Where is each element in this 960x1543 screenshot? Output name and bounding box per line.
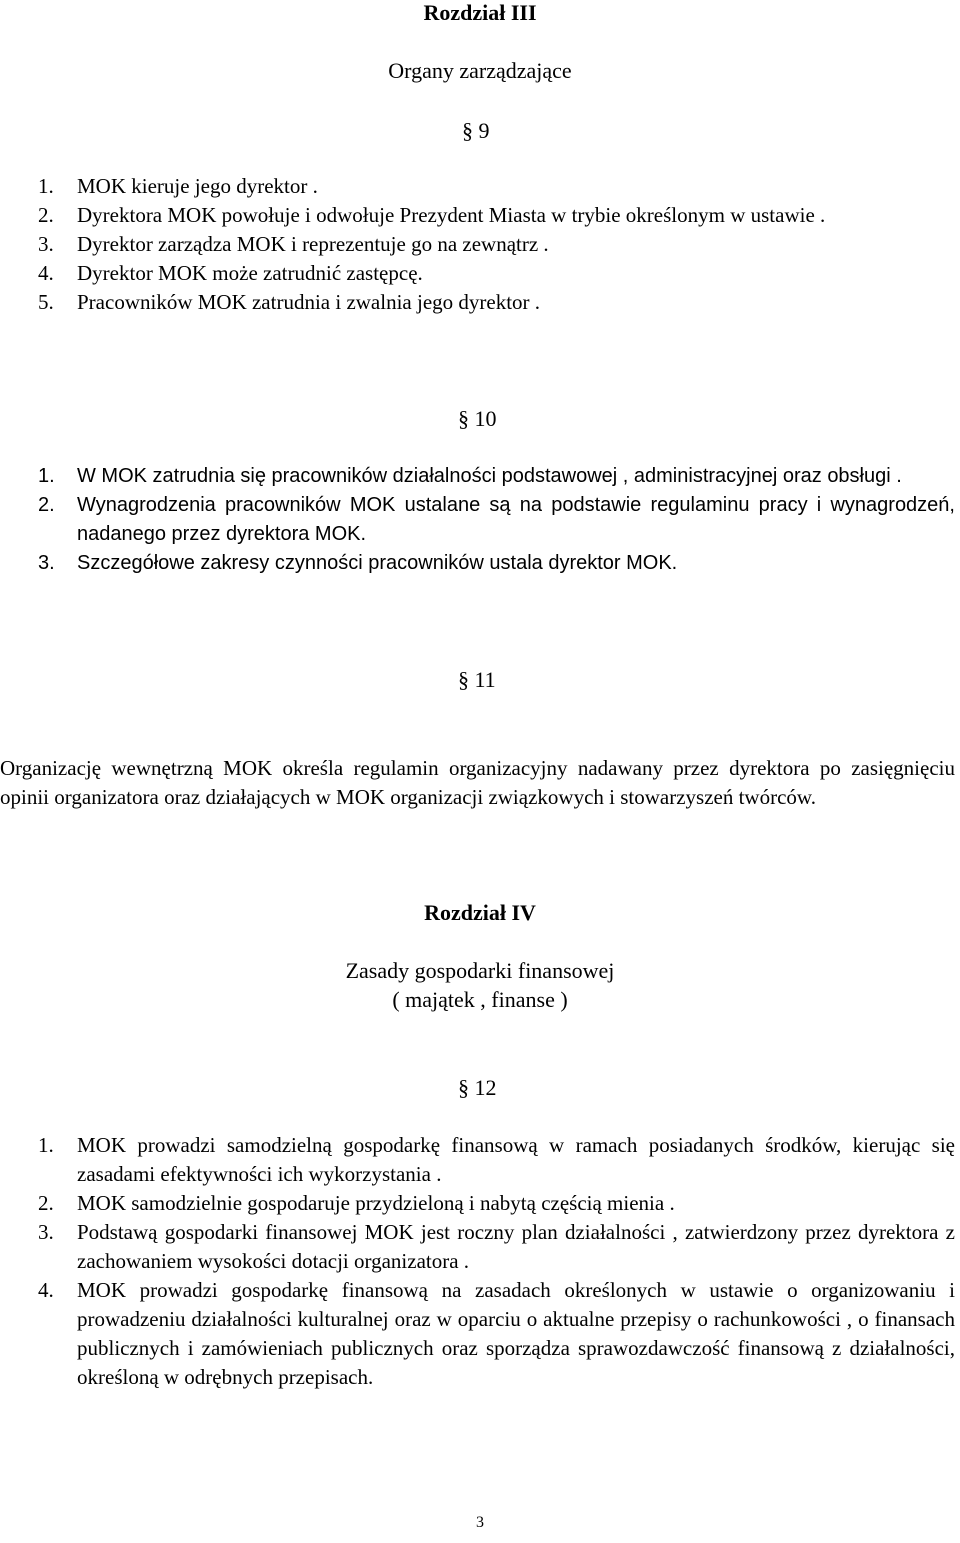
item-number: 3. bbox=[38, 232, 54, 256]
list-item bbox=[38, 259, 955, 288]
item-number: 4. bbox=[38, 1278, 54, 1302]
item-text: MOK prowadzi gospodarkę finansową na zasadach określonych w ustawie o organizowaniu i prowadzeniu działalności kulturalnej oraz w oparciu o aktualne przepisy o rachunkowości , o finansach publicznych i zamówieniach publicznych oraz sporządza sprawozdawczość finansową z działalności, określoną w odrębnych przepisach. bbox=[77, 1278, 955, 1389]
list-item bbox=[38, 172, 955, 201]
item-text: Dyrektora MOK powołuje i odwołuje Prezydent Miasta w trybie określonym w ustawie . bbox=[77, 203, 826, 227]
section-11-text: Organizację wewnętrzną MOK określa regulamin organizacyjny nadawany przez dyrektora po zasięgnięciu opinii organizatora oraz działających w MOK organizacji związkowych i stowarzyszeń twórców. bbox=[0, 756, 955, 809]
section-sign-11: § 11 bbox=[458, 667, 496, 692]
chapter-subtitle-note: ( majątek , finanse ) bbox=[392, 987, 568, 1012]
list-item bbox=[38, 230, 955, 259]
list-item bbox=[38, 201, 955, 230]
chapter-subtitle: Organy zarządzające bbox=[388, 58, 572, 83]
list-item bbox=[38, 1131, 955, 1189]
list-item bbox=[38, 1218, 955, 1276]
item-text: Pracowników MOK zatrudnia i zwalnia jego dyrektor . bbox=[77, 290, 541, 314]
section-9-list bbox=[38, 172, 955, 317]
item-number: 1. bbox=[38, 465, 55, 487]
item-text: MOK kieruje jego dyrektor . bbox=[77, 174, 318, 198]
item-number: 1. bbox=[38, 1133, 54, 1157]
list-item bbox=[38, 1276, 955, 1392]
item-number: 3. bbox=[38, 1220, 54, 1244]
chapter-title: Rozdział IV bbox=[424, 900, 536, 925]
item-text: Podstawą gospodarki finansowej MOK jest roczny plan działalności , zatwierdzony przez dyrektora z zachowaniem wysokości dotacji organizatora . bbox=[77, 1220, 955, 1273]
item-text: Wynagrodzenia pracowników MOK ustalane są na podstawie regulaminu pracy i wynagrodzeń, nadanego przez dyrektora MOK. bbox=[77, 494, 955, 545]
chapter-subtitle: Zasady gospodarki finansowej bbox=[345, 958, 615, 983]
item-text: Szczegółowe zakresy czynności pracowników ustala dyrektor MOK. bbox=[77, 552, 678, 574]
item-number: 4. bbox=[38, 261, 54, 285]
item-number: 2. bbox=[38, 494, 55, 516]
section-12-list bbox=[38, 1131, 955, 1392]
item-text: MOK samodzielnie gospodaruje przydzieloną i nabytą częścią mienia . bbox=[77, 1191, 675, 1215]
item-number: 1. bbox=[38, 174, 54, 198]
page-number: 3 bbox=[476, 1514, 484, 1531]
item-number: 3. bbox=[38, 552, 55, 574]
section-sign-9: § 9 bbox=[462, 118, 490, 143]
chapter-title: Rozdział III bbox=[423, 0, 537, 25]
item-number: 2. bbox=[38, 1191, 54, 1215]
section-sign-12: § 12 bbox=[458, 1075, 497, 1100]
list-item bbox=[38, 549, 955, 578]
item-number: 5. bbox=[38, 290, 54, 314]
list-item bbox=[38, 1189, 955, 1218]
section-10-list bbox=[38, 462, 955, 578]
list-item bbox=[38, 491, 955, 549]
item-text: Dyrektor zarządza MOK i reprezentuje go na zewnątrz . bbox=[77, 232, 549, 256]
item-text: W MOK zatrudnia się pracowników działalności podstawowej , administracyjnej oraz obsługi . bbox=[77, 465, 902, 487]
item-number: 2. bbox=[38, 203, 54, 227]
section-sign-10: § 10 bbox=[458, 406, 497, 431]
list-item bbox=[38, 288, 955, 317]
item-text: MOK prowadzi samodzielną gospodarkę finansową w ramach posiadanych środków, kierując się zasadami efektywności ich wykorzystania . bbox=[77, 1133, 955, 1186]
list-item bbox=[38, 462, 955, 491]
item-text: Dyrektor MOK może zatrudnić zastępcę. bbox=[77, 261, 423, 285]
